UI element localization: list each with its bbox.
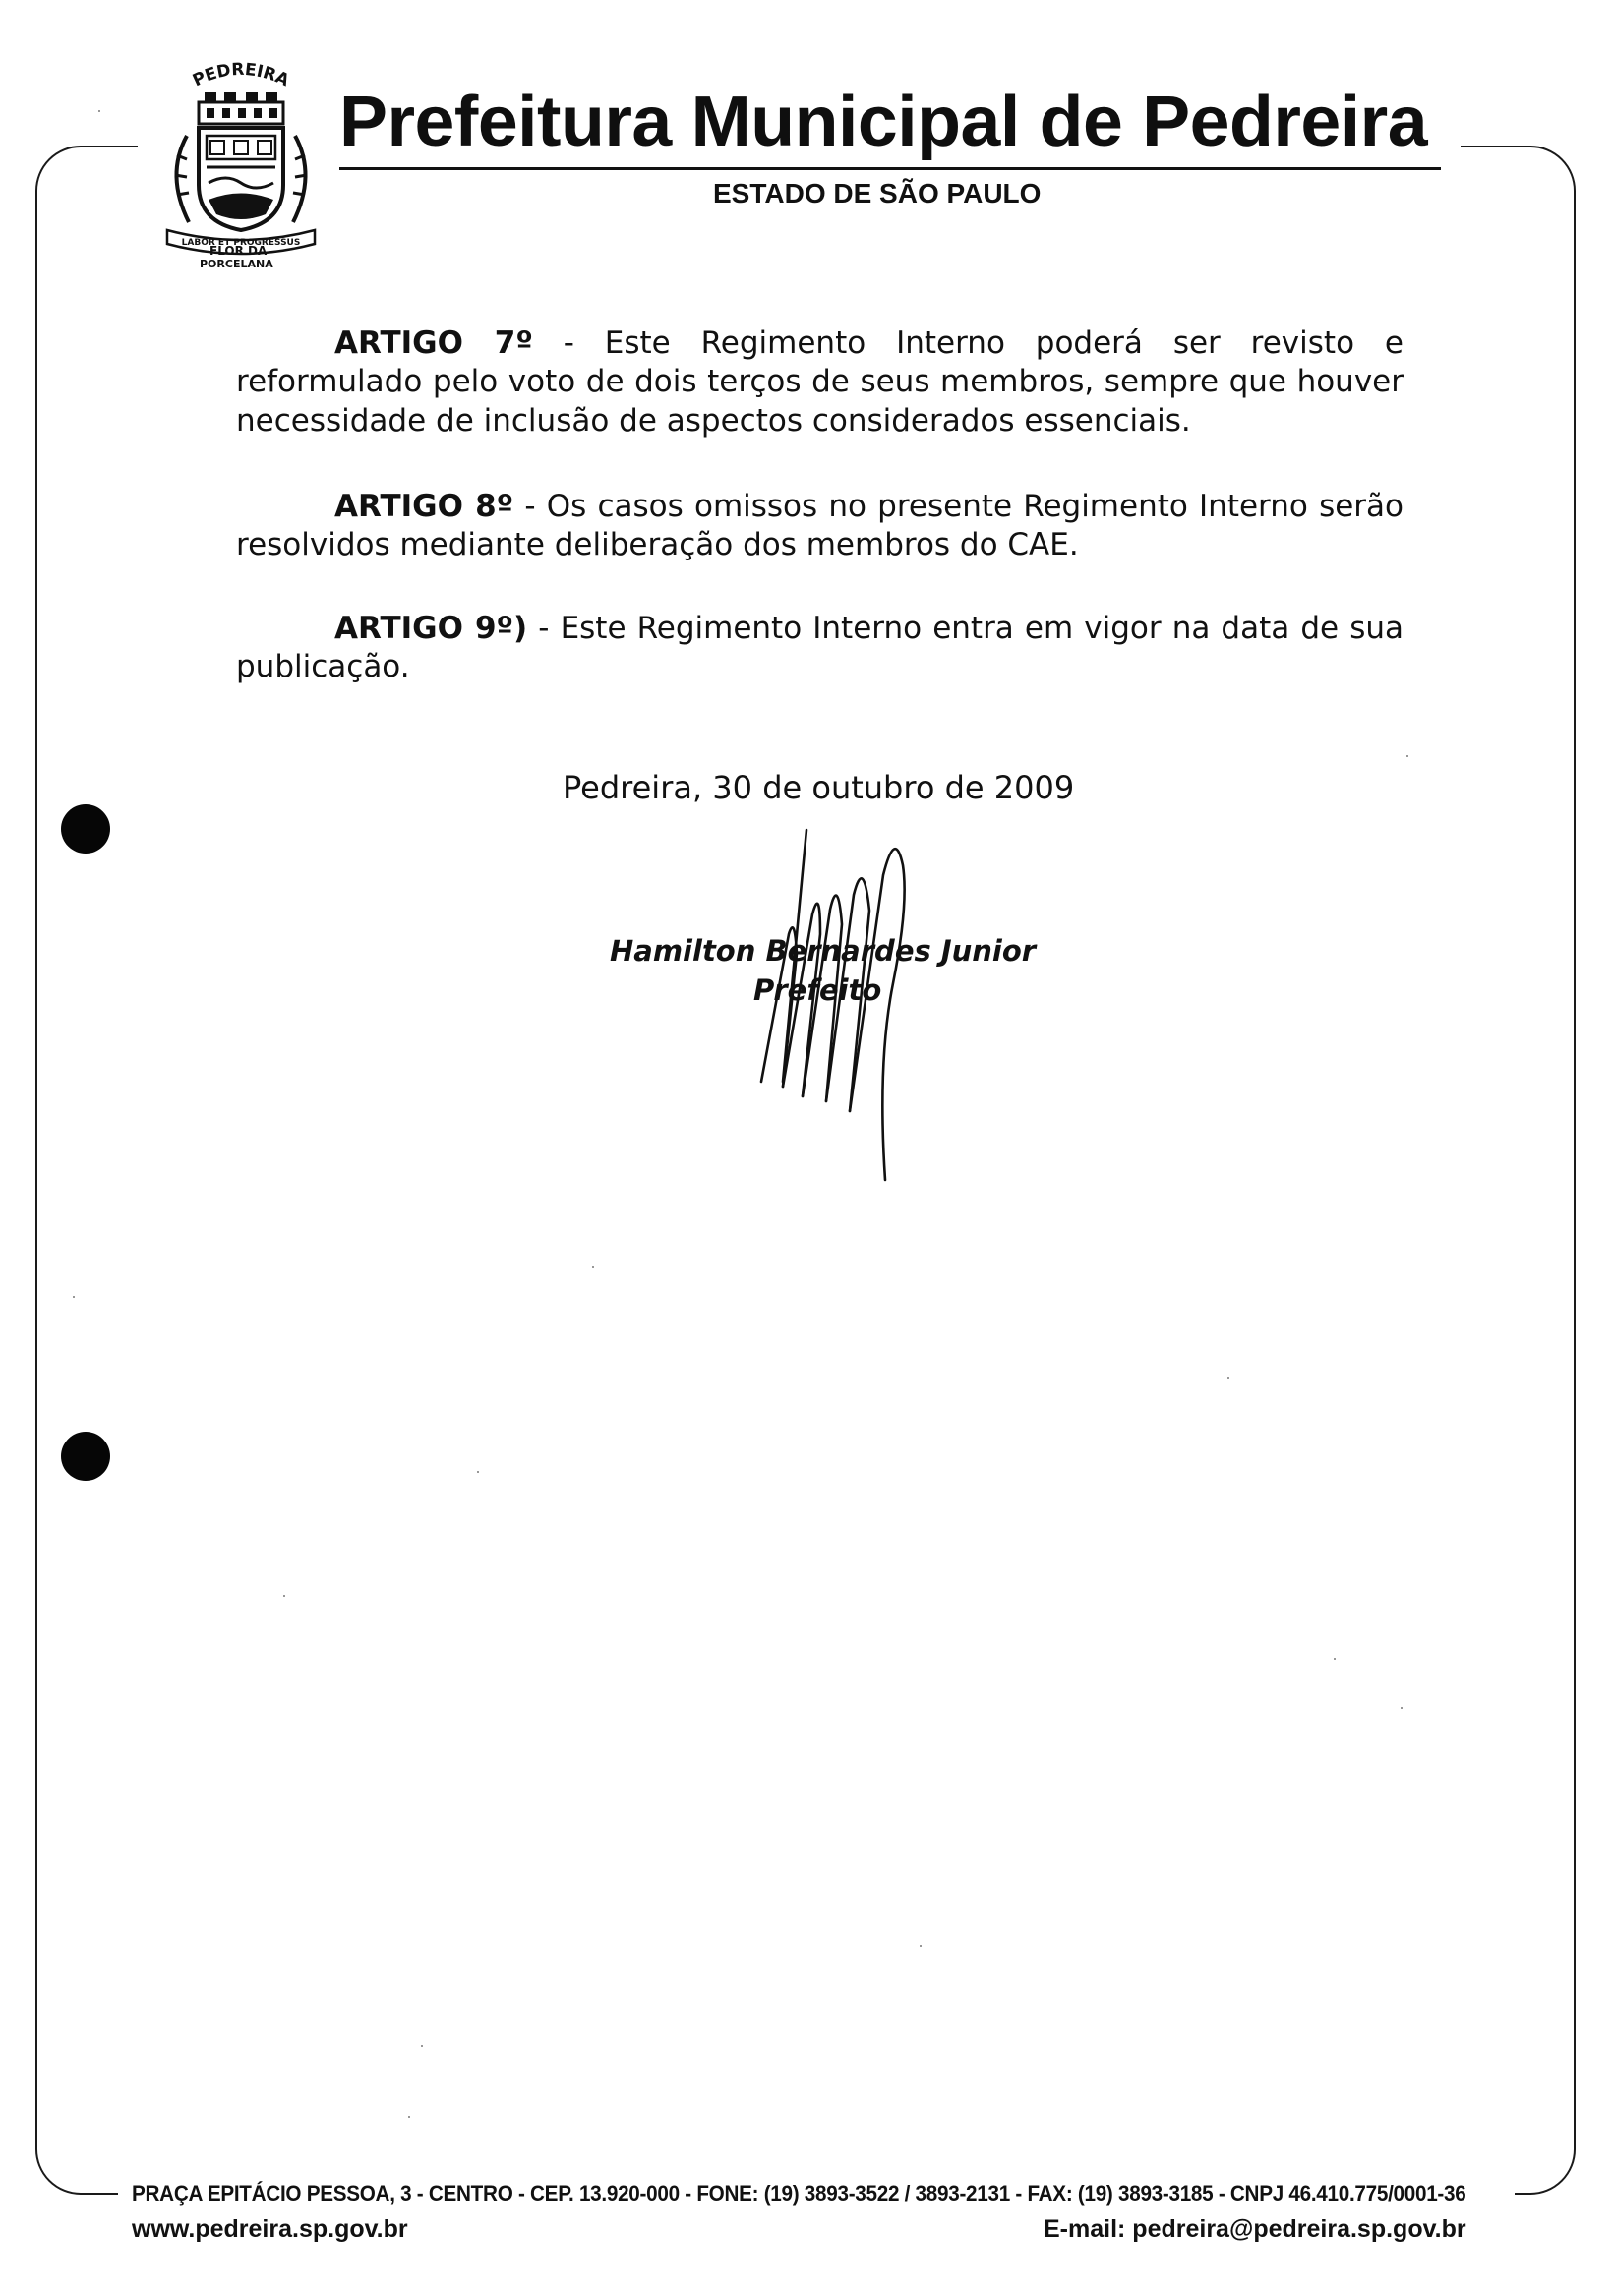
punch-hole: [61, 1432, 110, 1481]
article-heading: ARTIGO 9º): [334, 611, 528, 646]
scan-speck: [920, 1945, 922, 1947]
title-underline: [339, 167, 1441, 170]
scan-speck: [1406, 755, 1408, 757]
scan-speck: [283, 1595, 285, 1597]
article-body: - Os casos omissos no presente Regimento Interno serão resolvidos mediante deliberação dos membros do CAE.: [236, 489, 1404, 563]
signatory-title: Prefeito: [753, 973, 882, 1007]
municipal-crest-icon: [148, 57, 334, 264]
article-7: [236, 324, 1404, 441]
footer-email-link[interactable]: E-mail: pedreira@pedreira.sp.gov.br: [1044, 2215, 1466, 2243]
place-and-date: Pedreira, 30 de outubro de 2009: [563, 769, 1075, 806]
article-body: - Este Regimento Interno poderá ser revisto e reformulado pelo voto de dois terços de seus membros, sempre que houver necessidade de inclusão de aspectos considerados essenciais.: [236, 325, 1404, 439]
article-body: - Este Regimento Interno entra em vigor na data de sua publicação.: [236, 611, 1404, 685]
page-title: Prefeitura Municipal de Pedreira: [339, 83, 1428, 161]
scan-speck: [1227, 1377, 1229, 1379]
scan-speck: [1401, 1707, 1403, 1709]
article-heading: ARTIGO 8º: [334, 489, 514, 524]
punch-hole: [61, 804, 110, 854]
page-subtitle: ESTADO DE SÃO PAULO: [713, 178, 1042, 208]
scan-speck: [408, 2116, 410, 2118]
scan-speck: [421, 2045, 423, 2047]
svg-text:LABOR ET PROGRESSUS: LABOR ET PROGRESSUS: [181, 238, 301, 248]
svg-text:PEDREIRA: PEDREIRA: [190, 59, 292, 91]
scan-speck: [592, 1266, 594, 1268]
scan-speck: [477, 1471, 479, 1473]
article-8: [236, 488, 1404, 565]
scan-speck: [1334, 1658, 1336, 1660]
footer-website-link[interactable]: www.pedreira.sp.gov.br: [132, 2215, 408, 2243]
scan-speck: [73, 1296, 75, 1298]
signatory-name: Hamilton Bernardes Junior: [610, 934, 1037, 968]
article-9: [236, 610, 1404, 687]
crest-bottom-label: PORCELANA: [200, 258, 273, 270]
scan-speck: [98, 110, 100, 112]
footer-address: PRAÇA EPITÁCIO PESSOA, 3 - CENTRO - CEP. 13.920-000 - FONE: (19) 3893-3522 / 3893-2131 - FAX: (19) 3893-3185 - CNPJ 46.410.775/0001-36: [132, 2181, 1466, 2206]
handwritten-signature: [747, 816, 954, 1190]
crest-ribbon-label: FLOR DA: [209, 244, 268, 258]
article-heading: ARTIGO 7º: [334, 325, 533, 361]
